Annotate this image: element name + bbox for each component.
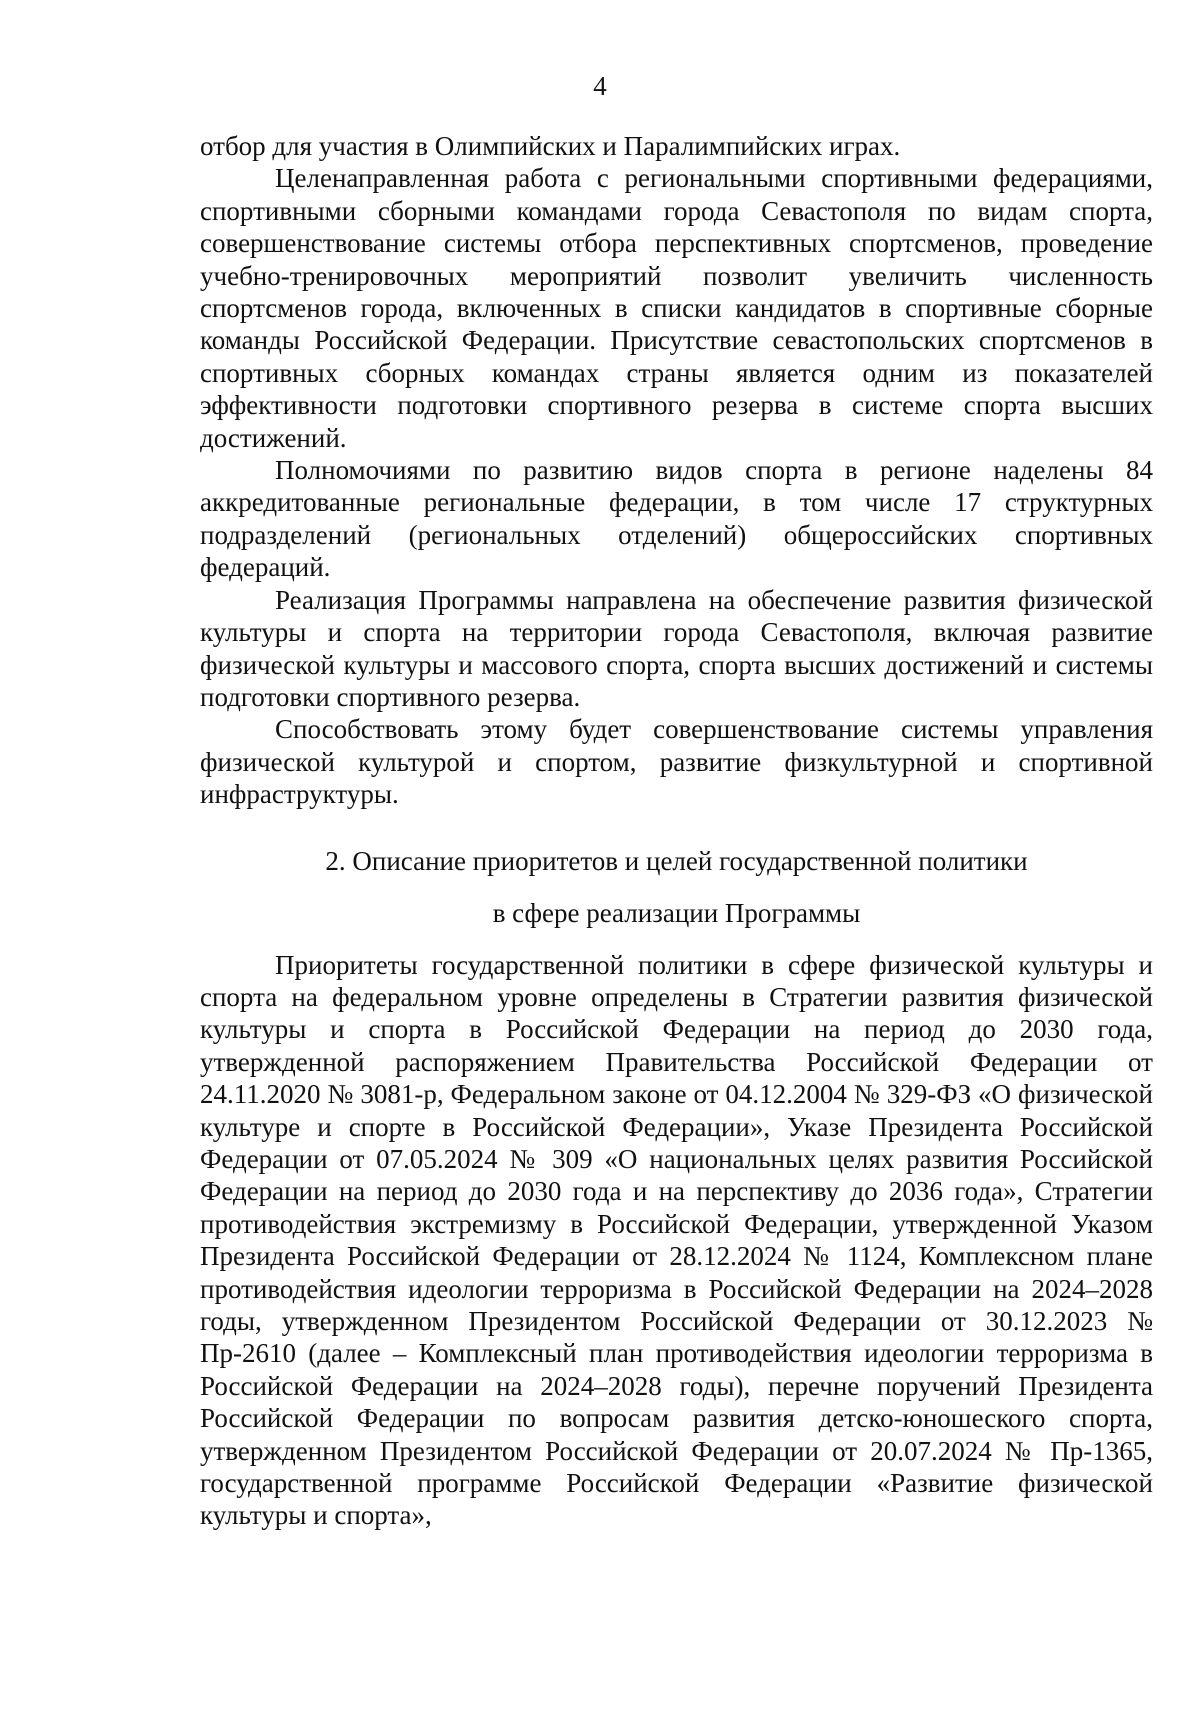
section-heading-line2: в сфере реализации Программы <box>492 897 861 928</box>
paragraph-federations-work: Целенаправленная работа с региональными спортивными федерациями, спортивными сборными командами города Севастополя по видам спорта, совершенствование системы отбора перспективных спортсменов, проведение учебно-тренировочных мероприятий позволит увеличить численность спортсменов города, включенных в списки кандидатов в спортивные сборные команды Российской Федерации. Присутствие севастопольских спортсменов в спортивных сборных командах страны является одним из показателей эффективности подготовки спортивного резерва в системе спорта высших достижений. <box>200 163 1153 453</box>
document-body <box>200 130 1153 1532</box>
section-heading-line1: 2. Описание приоритетов и целей государственной политики <box>325 845 1028 876</box>
paragraph-accredited-federations: Полномочиями по развитию видов спорта в регионе наделены 84 аккредитованные региональные федерации, в том числе 17 структурных подразделений (региональных отделений) общероссийских спортивных федераций. <box>200 455 1153 583</box>
paragraph-program-goal: Реализация Программы направлена на обеспечение развития физической культуры и спорта на территории города Севастополя, включая развитие физической культуры и массового спорта, спорта высших достижений и системы подготовки спортивного резерва. <box>200 584 1153 712</box>
paragraph-continuation: отбор для участия в Олимпийских и Паралимпийских играх. <box>200 131 901 161</box>
paragraph-policy-priorities: Приоритеты государственной политики в сфере физической культуры и спорта на федеральном уровне определены в Стратегии развития физической культуры и спорта в Российской Федерации на период до 2030 года, утвержденной распоряжением Правительства Российской Федерации от 24.11.2020 № 3081-р, Федеральном законе от 04.12.2004 № 329-ФЗ «О физической культуре и спорте в Российской Федерации», Указе Президента Российской Федерации от 07.05.2024 № 309 «О национальных целях развития Российской Федерации на период до 2030 года и на перспективу до 2036 года», Стратегии противодействия экстремизму в Российской Федерации, утвержденной Указом Президента Российской Федерации от 28.12.2024 № 1124, Комплексном плане противодействия идеологии терроризма в Российской Федерации на 2024–2028 годы, утвержденном Президентом Российской Федерации от 30.12.2023 № Пр-2610 (далее – Комплексный план противодействия идеологии терроризма в Российской Федерации на 2024–2028 годы), перечне поручений Президента Российской Федерации по вопросам развития детско-юношеского спорта, утвержденном Президентом Российской Федерации от 20.07.2024 № Пр-1365, государственной программе Российской Федерации «Развитие физической культуры и спорта», <box>200 949 1153 1531</box>
paragraph-management-improvement: Способствовать этому будет совершенствование системы управления физической культурой и спортом, развитие физкультурной и спортивной инфраструктуры. <box>200 714 1153 810</box>
page-number: 4 <box>593 71 607 101</box>
